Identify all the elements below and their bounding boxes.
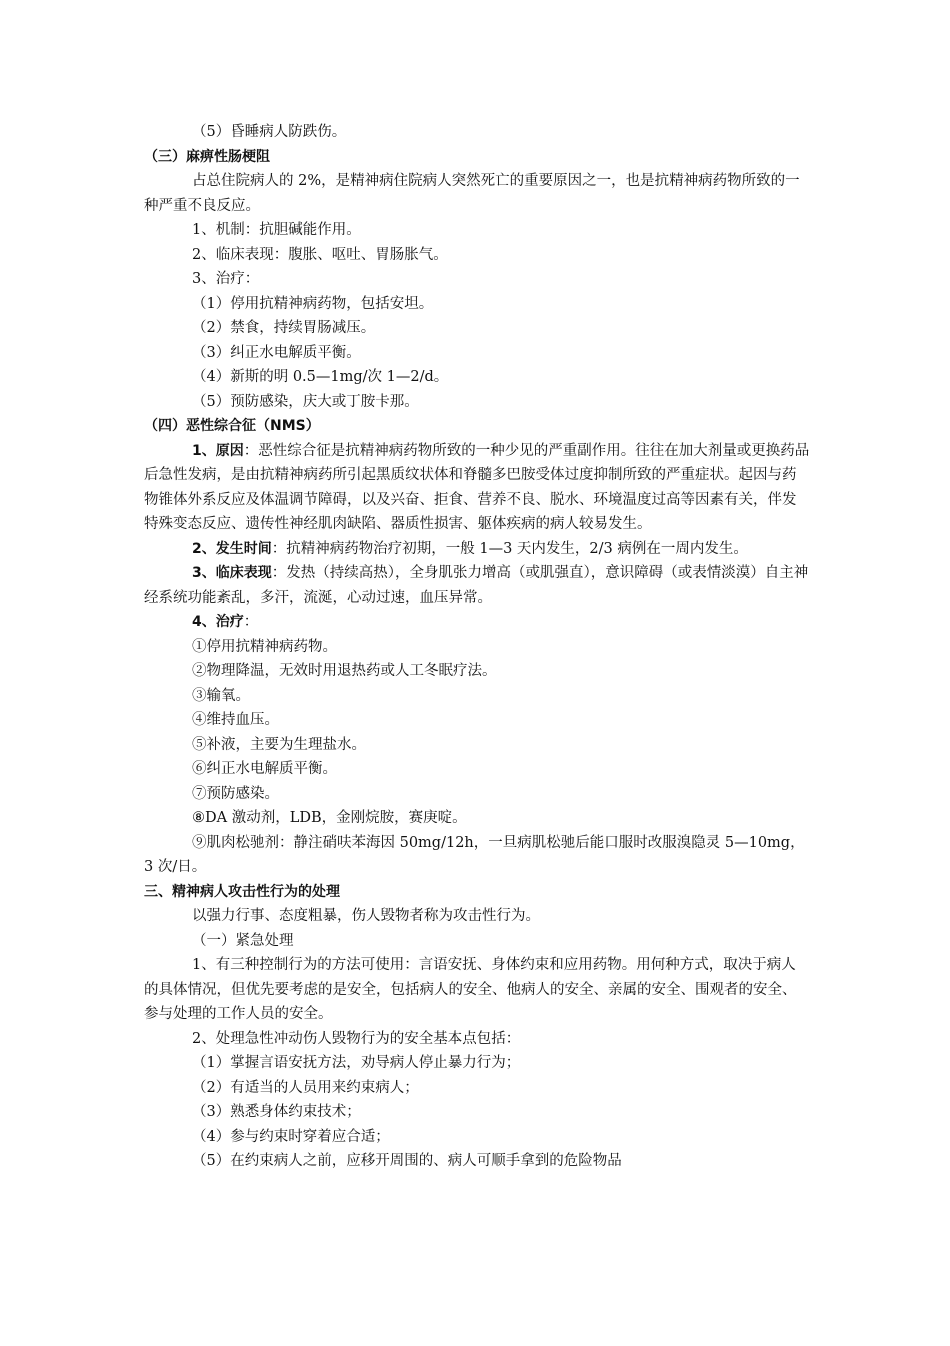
paragraph-text: ：恶性综合征是抗精神病药物所致的一种少见的严重副作用。往往在加大剂量或更换药品后急性发病，是由抗精神病药所引起黑质纹状体和脊髓多巴胺受体过度抑制所致的严重症状。起因与药物锥体外系反应及体温调节障碍，以及兴奋、拒食、营养不良、脱水、环境温度过高等因素有关，伴发特殊变态反应、遗传性神经肌肉缺陷、器质性损害、躯体疾病的病人较易发生。 [144,442,810,532]
list-item: ①停用抗精神病药物。 [192,638,337,655]
paragraph-text: ：发热（持续高热），全身肌张力增高（或肌强直），意识障碍（或表情淡漠）自主神经系统功能紊乱，多汗，流涎，心动过速，血压异常。 [144,565,809,606]
list-item: （5）预防感染，庆大或丁胺卡那。 [192,393,419,410]
list-item: ⑧DA 激动剂，LDB，金刚烷胺，赛庚啶。 [192,810,467,826]
list-item: （3）熟悉身体约束技术； [192,1104,361,1120]
paragraph-lead: 1、原因 [192,442,244,459]
paragraph-treatment [144,610,810,635]
paragraph: 占总住院病人的 2%，是精神病住院病人突然死亡的重要原因之一，也是抗精神病药物所致的一种严重不良反应。 [144,173,800,214]
list-item: 1、机制：抗胆碱能作用。 [192,222,361,238]
paragraph-lead: 3、临床表现 [192,565,272,581]
list-item: ⑦预防感染。 [192,785,279,802]
list-item: 3、治疗： [192,271,260,287]
paragraph-onset [144,537,810,562]
list-item: 2、处理急性冲动伤人毁物行为的安全基本点包括： [192,1030,521,1047]
list-item: （2）有适当的人员用来约束病人； [192,1079,419,1096]
paragraph-text: ：抗精神病药物治疗初期，一般 1—3 天内发生，2/3 病例在一周内发生。 [271,540,748,557]
paragraph: 1、有三种控制行为的方法可使用：言语安抚、身体约束和应用药物。用何种方式，取决于病人的具体情况，但优先要考虑的是安全，包括病人的安全、他病人的安全、亲属的安全、围观者的安全、参与处理的工作人员的安全。 [144,957,797,1022]
list-item: （5）在约束病人之前，应移开周围的、病人可顺手拿到的危险物品 [192,1153,622,1169]
list-item: ④维持血压。 [192,712,279,728]
paragraph-symptoms [144,561,810,610]
list-item: （4）参与约束时穿着应合适； [192,1128,390,1145]
paragraph-text: ： [243,614,259,630]
list-item: （2）禁食，持续胃肠减压。 [192,320,376,336]
list-item: （1）停用抗精神病药物，包括安坦。 [192,295,434,312]
list-item: ⑨肌肉松驰剂：静注硝呋苯海因 50mg/12h，一旦病肌松驰后能口服时改服溴隐灵 5—10mg，3 次/日。 [144,834,805,875]
paragraph-lead: 2、发生时间 [192,540,272,557]
section-heading-3: （三）麻痹性肠梗阻 [144,148,270,165]
subsection-heading: （一）紧急处理 [192,932,294,949]
list-item: ③输氧。 [192,687,250,704]
list-item: 2、临床表现：腹胀、呕吐、胃肠胀气。 [192,246,448,263]
section-heading-4: （四）恶性综合征（NMS） [144,418,320,434]
paragraph: 以强力行事、态度粗暴，伤人毁物者称为攻击性行为。 [192,908,540,924]
list-item: ⑥纠正水电解质平衡。 [192,761,337,777]
list-item: ②物理降温，无效时用退热药或人工冬眠疗法。 [192,663,497,679]
list-item: （1）掌握言语安抚方法，劝导病人停止暴力行为； [192,1055,521,1071]
list-item: （4）新斯的明 0.5—1mg/次 1—2/d。 [192,369,449,385]
list-item: ⑤补液，主要为生理盐水。 [192,736,366,753]
paragraph-lead: 4、治疗 [192,614,244,630]
section-heading-three: 三、精神病人攻击性行为的处理 [144,883,340,900]
paragraph-cause [144,439,810,537]
list-item: （5）昏睡病人防跌伤。 [192,124,347,140]
list-item: （3）纠正水电解质平衡。 [192,344,361,361]
